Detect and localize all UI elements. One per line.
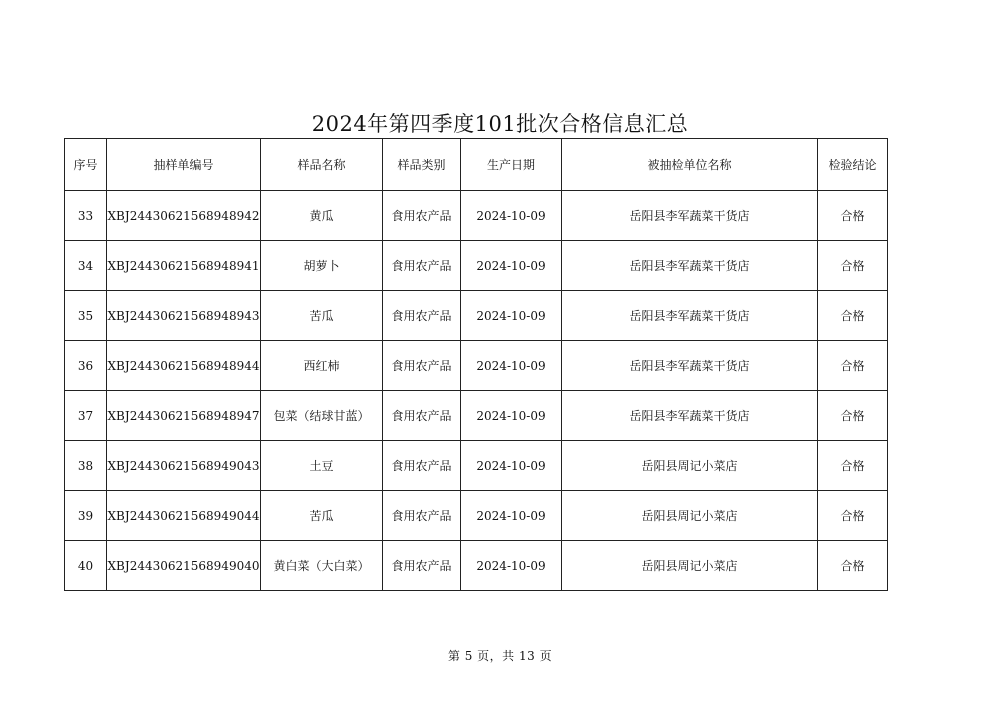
table-row bbox=[65, 291, 888, 341]
cell-sample-category: 食用农产品 bbox=[383, 291, 461, 341]
cell-inspected-unit: 岳阳县周记小菜店 bbox=[562, 441, 818, 491]
cell-sample-no: XBJ24430621568949044 bbox=[107, 491, 261, 541]
cell-sample-no: XBJ24430621568948942 bbox=[107, 191, 261, 241]
cell-conclusion: 合格 bbox=[818, 441, 888, 491]
cell-seq: 37 bbox=[65, 391, 107, 441]
cell-conclusion: 合格 bbox=[818, 491, 888, 541]
cell-sample-category: 食用农产品 bbox=[383, 491, 461, 541]
cell-production-date: 2024-10-09 bbox=[461, 441, 562, 491]
cell-seq: 35 bbox=[65, 291, 107, 341]
cell-production-date: 2024-10-09 bbox=[461, 491, 562, 541]
cell-sample-category: 食用农产品 bbox=[383, 541, 461, 591]
cell-sample-no: XBJ24430621568948941 bbox=[107, 241, 261, 291]
cell-production-date: 2024-10-09 bbox=[461, 241, 562, 291]
cell-sample-no: XBJ24430621568948947 bbox=[107, 391, 261, 441]
cell-sample-no: XBJ24430621568949040 bbox=[107, 541, 261, 591]
cell-sample-name: 黄瓜 bbox=[261, 191, 383, 241]
cell-conclusion: 合格 bbox=[818, 341, 888, 391]
cell-inspected-unit: 岳阳县周记小菜店 bbox=[562, 491, 818, 541]
cell-production-date: 2024-10-09 bbox=[461, 341, 562, 391]
header-inspected-unit: 被抽检单位名称 bbox=[562, 139, 818, 191]
cell-production-date: 2024-10-09 bbox=[461, 191, 562, 241]
cell-production-date: 2024-10-09 bbox=[461, 391, 562, 441]
cell-seq: 38 bbox=[65, 441, 107, 491]
cell-sample-category: 食用农产品 bbox=[383, 241, 461, 291]
header-sample-no: 抽样单编号 bbox=[107, 139, 261, 191]
cell-conclusion: 合格 bbox=[818, 541, 888, 591]
cell-conclusion: 合格 bbox=[818, 391, 888, 441]
page-footer: 第 5 页，共 13 页 bbox=[447, 649, 553, 663]
cell-sample-name: 包菜（结球甘蓝） bbox=[261, 391, 383, 441]
cell-sample-name: 苦瓜 bbox=[261, 291, 383, 341]
table-row bbox=[65, 441, 888, 491]
header-seq: 序号 bbox=[65, 139, 107, 191]
cell-sample-name: 苦瓜 bbox=[261, 491, 383, 541]
header-sample-name: 样品名称 bbox=[261, 139, 383, 191]
cell-sample-no: XBJ24430621568948944 bbox=[107, 341, 261, 391]
table-row bbox=[65, 341, 888, 391]
cell-inspected-unit: 岳阳县李军蔬菜干货店 bbox=[562, 191, 818, 241]
cell-production-date: 2024-10-09 bbox=[461, 291, 562, 341]
table-row bbox=[65, 391, 888, 441]
cell-sample-name: 胡萝卜 bbox=[261, 241, 383, 291]
cell-sample-no: XBJ24430621568948943 bbox=[107, 291, 261, 341]
cell-sample-name: 西红柿 bbox=[261, 341, 383, 391]
cell-sample-category: 食用农产品 bbox=[383, 341, 461, 391]
cell-sample-name: 黄白菜（大白菜） bbox=[261, 541, 383, 591]
cell-inspected-unit: 岳阳县李军蔬菜干货店 bbox=[562, 341, 818, 391]
table-row bbox=[65, 541, 888, 591]
table-row bbox=[65, 191, 888, 241]
header-production-date: 生产日期 bbox=[461, 139, 562, 191]
cell-inspected-unit: 岳阳县周记小菜店 bbox=[562, 541, 818, 591]
cell-seq: 40 bbox=[65, 541, 107, 591]
header-row bbox=[65, 139, 888, 191]
cell-inspected-unit: 岳阳县李军蔬菜干货店 bbox=[562, 291, 818, 341]
inspection-table bbox=[64, 138, 888, 591]
cell-seq: 36 bbox=[65, 341, 107, 391]
table-row bbox=[65, 491, 888, 541]
cell-production-date: 2024-10-09 bbox=[461, 541, 562, 591]
cell-inspected-unit: 岳阳县李军蔬菜干货店 bbox=[562, 391, 818, 441]
cell-conclusion: 合格 bbox=[818, 291, 888, 341]
cell-conclusion: 合格 bbox=[818, 191, 888, 241]
cell-seq: 33 bbox=[65, 191, 107, 241]
cell-sample-no: XBJ24430621568949043 bbox=[107, 441, 261, 491]
table-row bbox=[65, 241, 888, 291]
header-sample-category: 样品类别 bbox=[383, 139, 461, 191]
cell-seq: 34 bbox=[65, 241, 107, 291]
cell-sample-name: 土豆 bbox=[261, 441, 383, 491]
header-conclusion: 检验结论 bbox=[818, 139, 888, 191]
cell-sample-category: 食用农产品 bbox=[383, 441, 461, 491]
cell-sample-category: 食用农产品 bbox=[383, 191, 461, 241]
cell-seq: 39 bbox=[65, 491, 107, 541]
cell-conclusion: 合格 bbox=[818, 241, 888, 291]
cell-inspected-unit: 岳阳县李军蔬菜干货店 bbox=[562, 241, 818, 291]
page-title: 2024年第四季度101批次合格信息汇总 bbox=[311, 112, 689, 137]
cell-sample-category: 食用农产品 bbox=[383, 391, 461, 441]
